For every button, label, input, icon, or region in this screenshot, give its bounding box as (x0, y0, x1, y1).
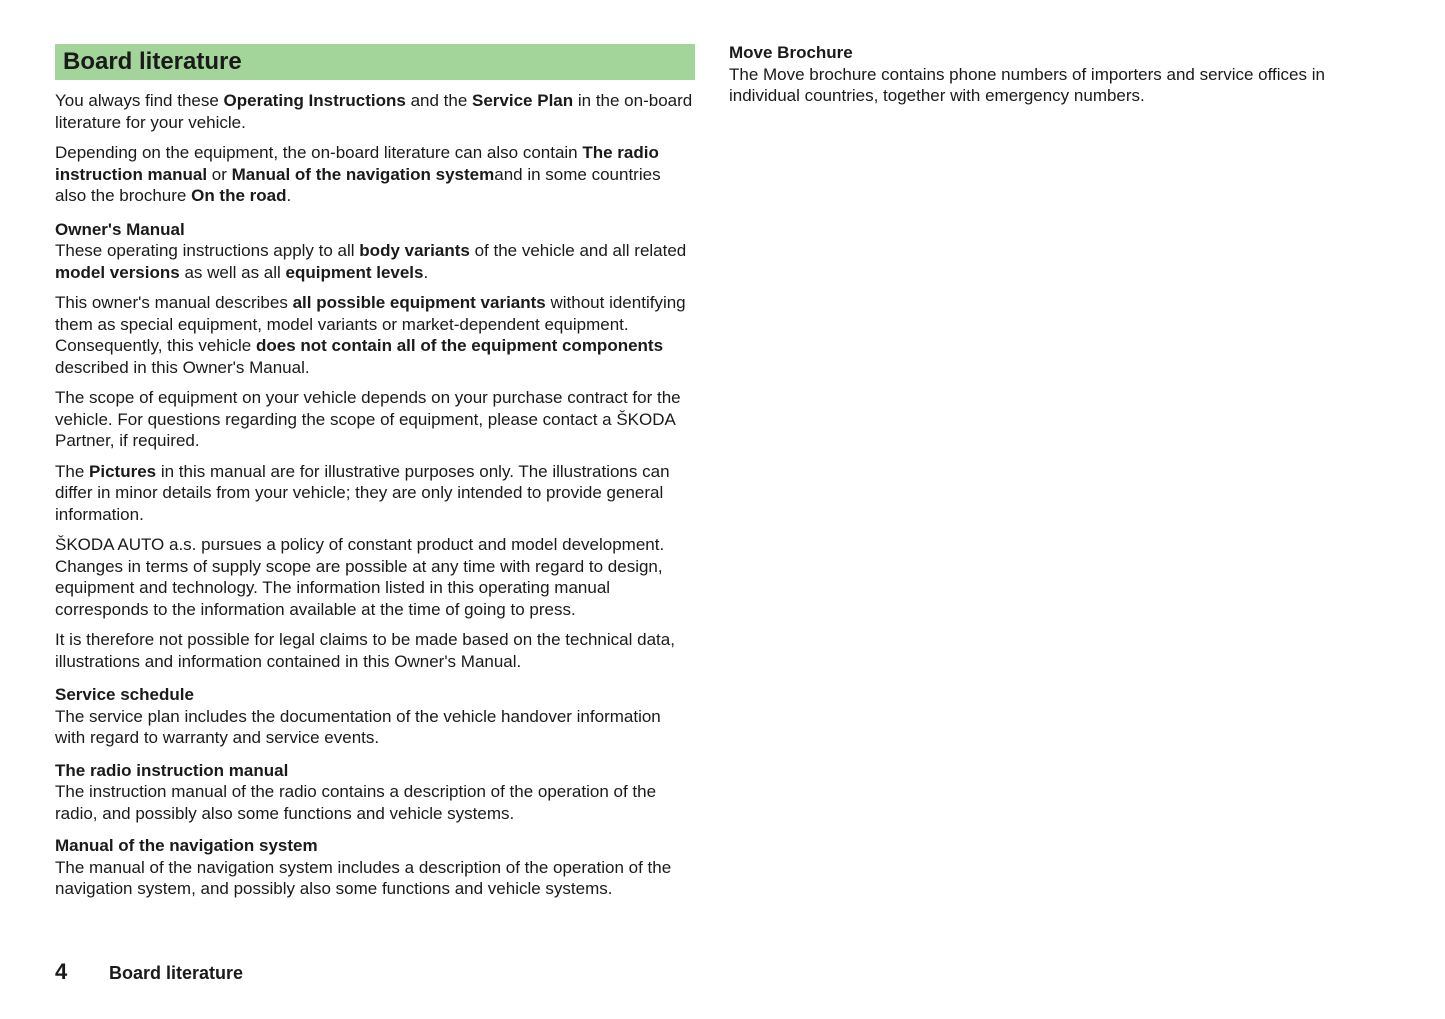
move-brochure-text: The Move brochure contains phone numbers of importers and service offices in individual countries, together with emergency numbers. (729, 64, 1325, 105)
owners-manual-paragraph-5: ŠKODA AUTO a.s. pursues a policy of constant product and model development. Changes in terms of supply scope are possible at any time with regard to design, equipment and technology. The information listed in this operating manual corresponds to the information available at the time of going to press. (55, 535, 665, 619)
owners-manual-heading: Owner's Manual (55, 219, 185, 239)
service-schedule-text: The service plan includes the documentation of the vehicle handover information with regard to warranty and service events. (55, 706, 661, 747)
page-number: 4 (55, 959, 68, 984)
owners-manual-paragraph-3: The scope of equipment on your vehicle depends on your purchase contract for the vehicle. For questions regarding the scope of equipment, please contact a ŠKODA Partner, if required. (55, 388, 681, 450)
owners-manual-paragraph-6: It is therefore not possible for legal claims to be made based on the technical data, illustrations and information contained in this Owner's Manual. (55, 630, 675, 671)
footer-section-label: Board literature (109, 963, 244, 983)
intro-paragraph-2: Depending on the equipment, the on-board literature can also contain The radio instruction manual or Manual of the navigation systemand in some countries also the brochure On the road. (55, 143, 661, 205)
nav-manual-text: The manual of the navigation system includes a description of the operation of the navigation system, and possibly also some functions and vehicle systems. (55, 857, 672, 898)
intro-paragraph-1: You always find these Operating Instructions and the Service Plan in the on-board literature for your vehicle. (55, 91, 693, 132)
section-title: Board literature (55, 44, 695, 80)
radio-manual-text: The instruction manual of the radio contains a description of the operation of the radio, and possibly also some functions and vehicle systems. (55, 782, 657, 823)
service-schedule-heading: Service schedule (55, 685, 194, 704)
nav-manual-heading: Manual of the navigation system (55, 836, 318, 855)
owners-manual-paragraph-1: These operating instructions apply to all body variants of the vehicle and all related model versions as well as all equipment levels. (55, 241, 687, 282)
right-column (729, 42, 1389, 116)
radio-manual-heading: The radio instruction manual (55, 760, 289, 780)
owners-manual-paragraph-2: This owner's manual describes all possible equipment variants without identifying them as special equipment, model variants or market-dependent equipment. Consequently, this vehicle does not contain all of the equipment components described in this Owner's Manual. (55, 293, 686, 377)
move-brochure-heading: Move Brochure (729, 43, 853, 62)
owners-manual-paragraph-4: The Pictures in this manual are for illustrative purposes only. The illustrations can differ in minor details from your vehicle; they are only intended to provide general information. (55, 461, 670, 524)
page-footer (55, 958, 243, 987)
left-column (55, 44, 695, 911)
